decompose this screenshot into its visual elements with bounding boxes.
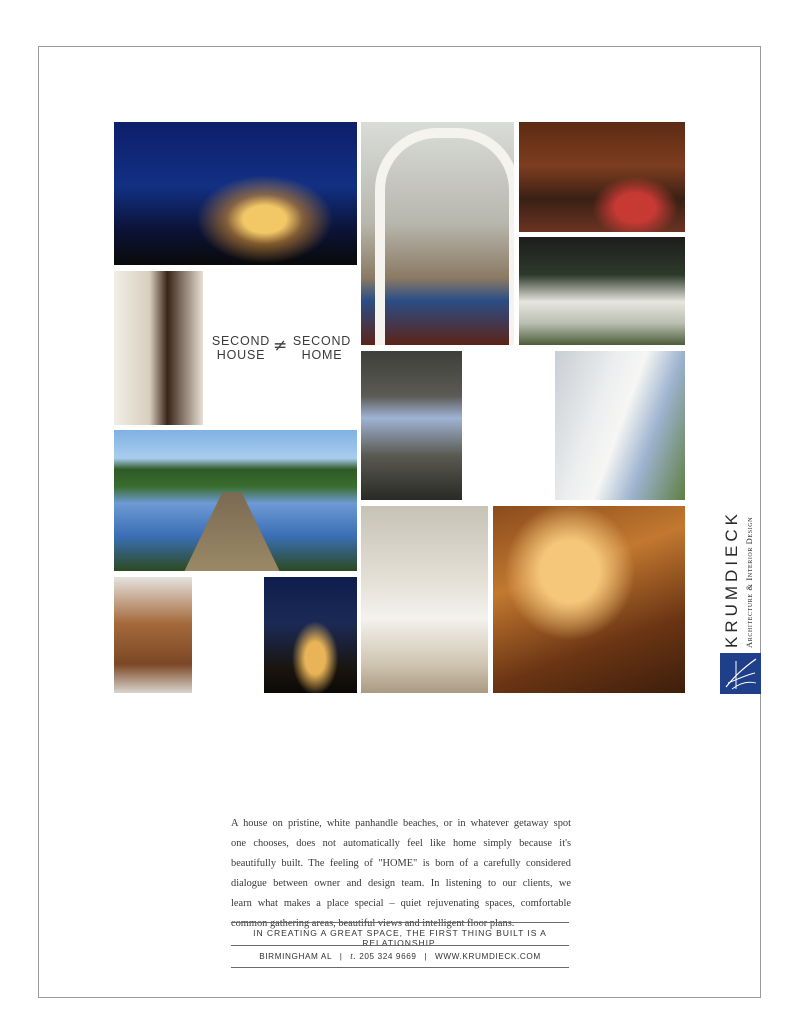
body-line: A house on pristine, white panhandle beaches, or in whatever getaway spot <box>231 818 571 829</box>
body-line: learn what makes a place special – quiet rejuvenating spaces, comfortable <box>231 898 571 909</box>
body-line: common gathering areas, beautiful views and intelligent floor plans. <box>231 918 515 929</box>
photo-night-cabin <box>264 577 357 693</box>
contact-website: WWW.KRUMDIECK.COM <box>435 952 541 961</box>
tagline-right <box>290 334 354 362</box>
contact-separator: | <box>424 952 428 961</box>
contact-line <box>231 951 569 961</box>
body-line: dialogue between owner and design team. In listening to our clients, we <box>231 878 571 889</box>
contact-separator: | <box>339 952 343 961</box>
photo-bathroom <box>361 506 488 693</box>
tagline-right-line2: HOME <box>301 348 343 362</box>
body-line: beautifully built. The feeling of "HOME" is born of a carefully considered <box>231 858 571 869</box>
divider-bottom <box>231 967 569 968</box>
body-line: one chooses, does not automatically feel like home simply because it's <box>231 838 571 849</box>
photo-night-house-exterior <box>114 122 357 265</box>
tagline <box>206 334 358 368</box>
photo-lake-dock <box>114 430 357 571</box>
divider-middle <box>231 945 569 946</box>
krumdieck-logo-icon <box>720 653 761 694</box>
contact-city: BIRMINGHAM AL <box>259 952 332 961</box>
dock <box>184 492 280 571</box>
kitchen-archway <box>375 128 514 345</box>
photo-living-room <box>519 122 685 232</box>
photo-arched-kitchen <box>361 122 514 345</box>
brand-lockup <box>720 487 762 693</box>
photo-white-wall-tree <box>555 351 685 500</box>
not-equal-symbol: ≠ <box>273 336 289 356</box>
slogan: IN CREATING A GREAT SPACE, THE FIRST THING BUILT IS A RELATIONSHIP. <box>253 928 547 948</box>
brand-text <box>720 444 762 650</box>
body-copy <box>231 814 571 934</box>
photo-arched-doors <box>114 577 192 693</box>
brand-subtitle: Architecture & Interior Design <box>744 516 754 648</box>
logo-mark-icon <box>720 653 761 694</box>
contact-phone-prefix: t. <box>350 951 357 961</box>
tagline-right-line1: SECOND <box>292 334 352 348</box>
brand-name: KRUMDIECK <box>722 509 741 648</box>
tagline-left-line1: SECOND <box>211 334 271 348</box>
tagline-left-line2: HOUSE <box>216 348 266 362</box>
tagline-left <box>210 334 272 362</box>
photo-wood-beam-interior <box>493 506 685 693</box>
contact-phone: 205 324 9669 <box>359 952 417 961</box>
photo-porch-timber <box>361 351 462 500</box>
divider-top <box>231 922 569 923</box>
photo-house-facade <box>519 237 685 345</box>
photo-spiral-staircase <box>114 271 203 425</box>
